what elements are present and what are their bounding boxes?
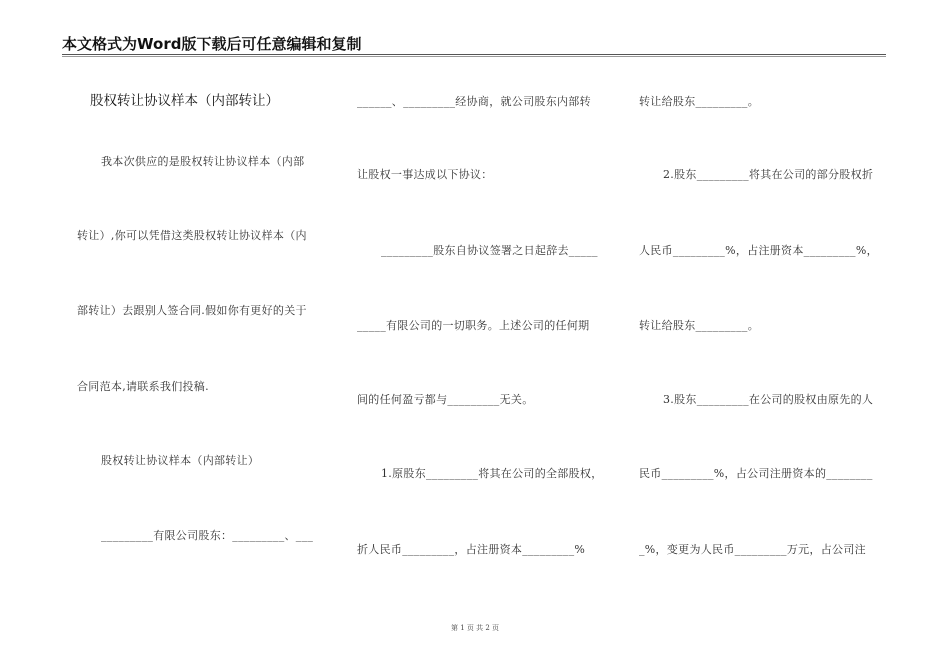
col2-line-3: _________股东自协议签署之日起辞去_____ xyxy=(381,244,598,257)
col1-line-3: 部转让）去跟别人签合同.假如你有更好的关于 xyxy=(77,304,307,317)
col3-line-1: 转让给股东_________。 xyxy=(639,95,759,108)
header-title: 本文格式为Word版下载后可任意编辑和复制 xyxy=(62,35,362,53)
col2-line-6: 1.原股东_________将其在公司的全部股权， xyxy=(381,467,603,480)
page-header xyxy=(62,34,886,54)
col1-line-5: 股权转让协议样本（内部转让） xyxy=(101,454,260,467)
page-number: 第 1 页 共 2 页 xyxy=(450,624,500,632)
col3-line-2: 2.股东_________将其在公司的部分股权折 xyxy=(663,168,874,181)
col3-line-4: 转让给股东_________。 xyxy=(639,319,759,332)
col3-line-5: 3.股东_________在公司的股权由原先的人 xyxy=(663,393,874,406)
col1-line-4: 合同范本,请联系我们投稿. xyxy=(77,380,209,393)
col3-line-7: _%，变更为人民币_________万元，占公司注 xyxy=(639,543,866,556)
col2-line-2: 让股权一事达成以下协议： xyxy=(357,168,493,181)
col2-line-1: ______、_________经协商，就公司股东内部转 xyxy=(357,95,591,108)
col2-line-5: 间的任何盈亏都与_________无关。 xyxy=(357,393,534,406)
col2-line-7: 折人民币_________，占注册资本_________% xyxy=(357,543,586,556)
col3-line-6: 民币_________%，占公司注册资本的________ xyxy=(639,467,873,480)
document-title: 股权转让协议样本（内部转让） xyxy=(90,93,279,109)
col3-line-3: 人民币_________%，占注册资本_________%， xyxy=(639,244,878,257)
col2-line-4: _____有限公司的一切职务。上述公司的任何期 xyxy=(357,319,590,332)
col1-line-6: _________有限公司股东：_________、___ xyxy=(101,529,314,542)
col1-line-2: 转让）,你可以凭借这类股权转让协议样本（内 xyxy=(77,229,307,242)
header-divider xyxy=(62,54,886,57)
col1-line-1: 我本次供应的是股权转让协议样本（内部 xyxy=(101,155,305,168)
